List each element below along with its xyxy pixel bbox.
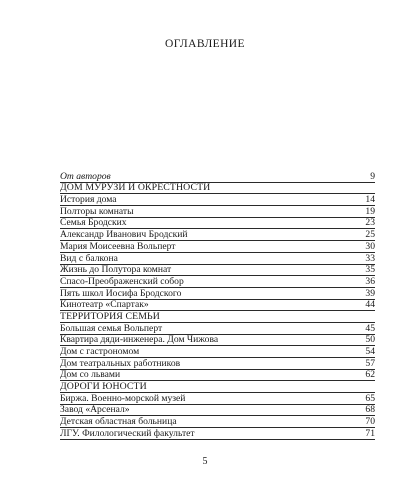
toc-entry-title: Спасо-Преображенский собор bbox=[60, 275, 184, 287]
toc-entry bbox=[60, 171, 375, 183]
toc-entry bbox=[60, 218, 375, 230]
toc-entry-page: 33 bbox=[365, 252, 375, 264]
toc-entry-title: Полторы комнаты bbox=[60, 205, 134, 217]
toc-entry-page: 35 bbox=[365, 264, 375, 276]
toc-entry-title: Пять школ Иосифа Бродского bbox=[60, 287, 182, 299]
toc-entry-page: 19 bbox=[365, 205, 375, 217]
toc-entry-title: Семья Бродских bbox=[60, 217, 127, 229]
toc-entry-title: Биржа. Военно-морской музей bbox=[60, 392, 186, 404]
toc-entry-title: Квартира дяди-инженера. Дом Чижова bbox=[60, 334, 219, 346]
toc-entry-page: 71 bbox=[365, 427, 375, 439]
toc-entry bbox=[60, 346, 375, 358]
toc-entry-page: 39 bbox=[365, 287, 375, 299]
table-of-contents bbox=[60, 171, 375, 440]
toc-entry-page: 65 bbox=[365, 392, 375, 404]
toc-entry-page: 14 bbox=[365, 194, 375, 206]
page-title: ОГЛАВЛЕНИЕ bbox=[165, 38, 245, 50]
toc-entry bbox=[60, 300, 375, 312]
toc-entry-page: 62 bbox=[365, 369, 375, 381]
toc-entry bbox=[60, 241, 375, 253]
page-number: 5 bbox=[202, 456, 208, 467]
toc-entry-page: 57 bbox=[365, 357, 375, 369]
toc-entry-title: ТЕРРИТОРИЯ СЕМЬИ bbox=[60, 310, 160, 322]
toc-entry-page: 54 bbox=[365, 346, 375, 357]
toc-entry-title: Дом с гастрономом bbox=[60, 346, 140, 357]
toc-entry bbox=[60, 335, 375, 347]
toc-entry bbox=[60, 194, 375, 206]
toc-entry bbox=[60, 323, 375, 335]
toc-entry bbox=[60, 358, 375, 370]
toc-entry-page: 25 bbox=[365, 229, 375, 241]
toc-entry-page: 70 bbox=[365, 416, 375, 428]
toc-entry-title: ДОМ МУРУЗИ И ОКРЕСТНОСТИ bbox=[60, 182, 211, 194]
toc-entry-title: ЛГУ. Филологический факультет bbox=[60, 427, 195, 439]
toc-entry bbox=[60, 428, 375, 440]
toc-entry bbox=[60, 229, 375, 241]
toc-entry-title: ДОРОГИ ЮНОСТИ bbox=[60, 381, 147, 393]
toc-entry bbox=[60, 288, 375, 300]
toc-entry bbox=[60, 253, 375, 265]
toc-entry-title: Большая семья Вольперт bbox=[60, 322, 163, 334]
toc-entry-title: Жизнь до Полутора комнат bbox=[60, 264, 172, 276]
toc-entry-title: Мария Моисеевна Вольперт bbox=[60, 240, 176, 252]
toc-entry-title: Детская областная больница bbox=[60, 416, 177, 428]
toc-entry bbox=[60, 405, 375, 417]
toc-entry-page: 30 bbox=[365, 240, 375, 252]
toc-entry-page: 44 bbox=[365, 299, 375, 311]
toc-entry bbox=[60, 276, 375, 288]
toc-entry bbox=[60, 265, 375, 277]
toc-entry bbox=[60, 393, 375, 405]
toc-entry bbox=[60, 206, 375, 218]
toc-entry-title: Александр Иванович Бродский bbox=[60, 229, 188, 241]
toc-entry-page: 36 bbox=[365, 275, 375, 287]
toc-entry-title: От авторов bbox=[60, 170, 111, 182]
toc-entry-page: 23 bbox=[365, 217, 375, 229]
toc-entry-page: 45 bbox=[365, 322, 375, 334]
toc-entry-title: Завод «Арсенал» bbox=[60, 404, 130, 416]
toc-entry-title: История дома bbox=[60, 194, 117, 206]
toc-section-heading bbox=[60, 381, 375, 393]
toc-entry-title: Вид с балкона bbox=[60, 252, 118, 264]
toc-section-heading bbox=[60, 311, 375, 323]
toc-entry-page: 68 bbox=[365, 404, 375, 416]
toc-entry-title: Дом со львами bbox=[60, 369, 121, 381]
toc-entry-page: 9 bbox=[370, 170, 375, 182]
toc-entry-page: 50 bbox=[365, 334, 375, 346]
toc-entry bbox=[60, 416, 375, 428]
toc-entry bbox=[60, 370, 375, 382]
toc-section-heading bbox=[60, 183, 375, 195]
toc-entry-title: Кинотеатр «Спартак» bbox=[60, 299, 149, 311]
toc-entry-title: Дом театральных работников bbox=[60, 357, 181, 369]
